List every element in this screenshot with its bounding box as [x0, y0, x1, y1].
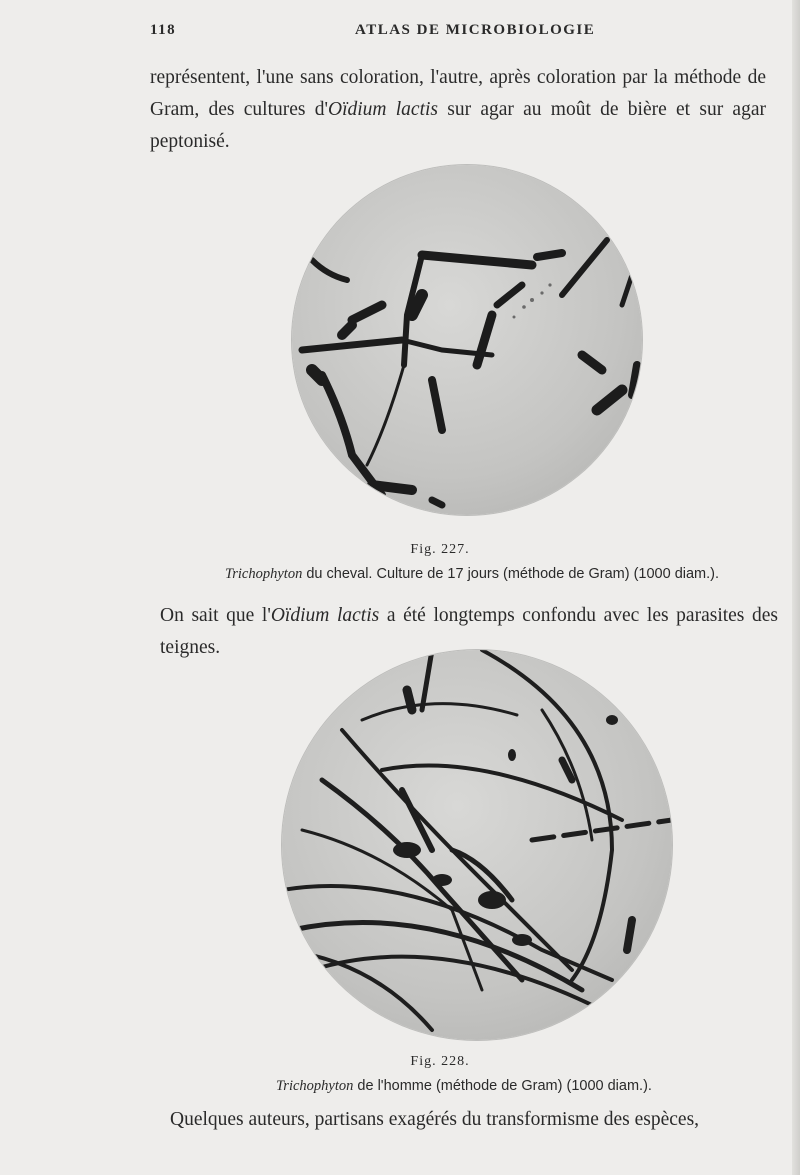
figure-228-caption-italic: Trichophyton: [276, 1078, 354, 1094]
figure-227-illustration: [292, 165, 642, 515]
figure-228-number: Fig. 228.: [410, 1054, 470, 1069]
figure-228-caption-text: de l'homme (méthode de Gram) (1000 diam.).: [353, 1078, 652, 1094]
figure-227-caption: [72, 566, 800, 583]
figure-227-caption-italic: Trichophyton: [224, 566, 303, 582]
page-edge-shadow: [792, 0, 800, 1175]
figure-228-micrograph: [282, 650, 672, 1040]
page-number: 118: [150, 22, 177, 38]
figure-228-caption: [64, 1078, 800, 1095]
paragraph-1-italic: Oïdium lactis: [328, 99, 439, 120]
paragraph-2-italic: Oïdium lactis: [270, 605, 380, 626]
running-head: [150, 22, 770, 46]
paragraph-3: Quelques auteurs, partisans exagérés du transformisme des espèces,: [170, 1109, 700, 1130]
figure-227-caption-text: du cheval. Culture de 17 jours (méthode de Gram) (1000 diam.).: [302, 566, 720, 582]
figure-228-illustration: [282, 650, 672, 1040]
figure-227-number: Fig. 227.: [410, 542, 470, 557]
paragraph-1: [150, 62, 766, 158]
paragraph-2-text-a: On sait que l': [160, 605, 271, 626]
running-title: ATLAS DE MICROBIOLOGIE: [355, 22, 596, 38]
paragraph-1-text-a: représentent, l'une sans coloration, l'autre, après coloration par la méthode de Gram, des cultures d': [150, 67, 766, 120]
paragraph-2-text-b: a été longtemps confondu avec les parasites des teignes.: [160, 605, 779, 658]
figure-227-micrograph: [292, 165, 642, 515]
paragraph-1-text-b: sur agar au moût de bière et sur agar peptonisé.: [150, 99, 766, 152]
